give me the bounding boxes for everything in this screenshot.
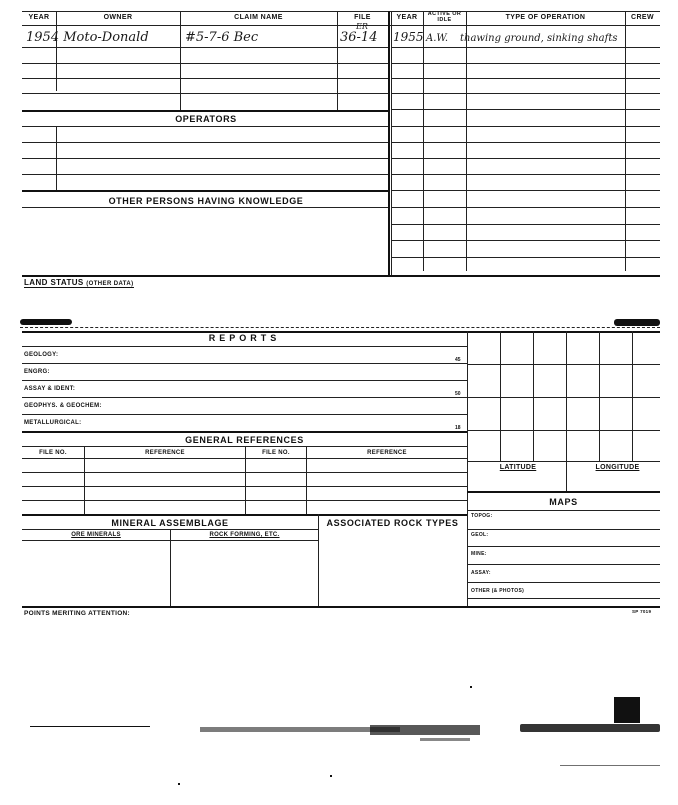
entry-file-prefix: ER (356, 22, 368, 31)
maps-mine: MINE: (471, 551, 487, 557)
row-line (391, 142, 660, 143)
scan-dot (330, 775, 332, 777)
row-line (391, 93, 660, 94)
header-year: YEAR (28, 14, 50, 21)
grid-h (467, 397, 660, 398)
grid-v (599, 331, 600, 461)
header-year-right: YEAR (396, 14, 418, 21)
grid-v (500, 331, 501, 461)
operators-title: OPERATORS (175, 114, 237, 124)
row-line (391, 126, 660, 127)
scan-mark (614, 319, 660, 326)
col-divider (625, 11, 626, 271)
row-line (467, 529, 660, 530)
row-line (22, 93, 388, 94)
maps-title: MAPS (549, 497, 578, 507)
gr-header-ref-2: REFERENCE (367, 450, 407, 456)
entry-claim-name: #5-7-6 Bec (185, 30, 259, 45)
center-divider-inner (391, 11, 392, 277)
scan-artifact (420, 738, 470, 741)
grid-h (467, 430, 660, 431)
reports-assay: ASSAY & IDENT: (24, 386, 76, 392)
land-status-label (24, 278, 134, 288)
row-line (22, 158, 388, 159)
col-divider (466, 11, 467, 271)
row-line (22, 380, 467, 381)
header-crew: CREW (631, 14, 654, 21)
header-bottom-line (22, 25, 660, 26)
general-references-title: GENERAL REFERENCES (185, 435, 304, 445)
scan-dot (470, 686, 472, 688)
col-divider (423, 11, 424, 271)
row-line (22, 47, 388, 48)
col-divider (306, 446, 307, 514)
scan-artifact (30, 726, 150, 727)
longitude-label: LONGITUDE (595, 464, 640, 471)
gr-header-file-1: FILE NO. (39, 450, 67, 456)
ore-minerals-label: ORE MINERALS (71, 532, 121, 538)
row-line (391, 109, 660, 110)
land-status-text: LAND STATUS (24, 278, 84, 287)
row-line (467, 510, 660, 511)
row-line (391, 257, 660, 258)
entry-active-idle: A.W. (426, 33, 449, 44)
mineral-assemblage-title: MINERAL ASSEMBLAGE (111, 518, 229, 528)
scan-artifact (560, 765, 660, 766)
col-divider (180, 11, 181, 111)
reports-engrg: ENGRG: (24, 369, 50, 375)
row-line (391, 158, 660, 159)
points-meriting-attention: POINTS MERITING ATTENTION: (24, 610, 131, 617)
header-claim-name: CLAIM NAME (234, 14, 283, 21)
maps-geol: GEOL: (471, 532, 489, 538)
row-line (22, 110, 388, 112)
other-persons-title: OTHER PERSONS HAVING KNOWLEDGE (108, 196, 304, 206)
land-status-sub: (OTHER DATA) (86, 281, 134, 287)
row-line (22, 63, 388, 64)
reports-metallurgical: METALLURGICAL: (24, 420, 82, 426)
row-line (391, 190, 660, 191)
top-table-border-top (22, 11, 660, 12)
entry-file: 36-14 (340, 30, 378, 45)
reports-assay-num: 50 (455, 391, 461, 397)
header-active-idle: ACTIVE OR IDLE (427, 11, 462, 23)
col-divider (84, 446, 85, 514)
row-line (22, 363, 467, 364)
scan-dot (178, 783, 180, 785)
gr-header-file-2: FILE NO. (262, 450, 290, 456)
row-line (22, 431, 467, 433)
row-line (22, 126, 388, 127)
row-line (22, 207, 388, 208)
maps-other: OTHER (& PHOTOS) (471, 588, 525, 594)
reports-metallurgical-num: 18 (455, 425, 461, 431)
entry-owner: 1954 Moto-Donald (26, 30, 149, 45)
maps-topog: TOPOG: (471, 513, 493, 519)
row-line (391, 47, 660, 48)
row-line (22, 190, 388, 192)
dashed-line (20, 327, 660, 328)
row-line (22, 78, 388, 79)
row-line (22, 346, 467, 347)
row-line (467, 546, 660, 547)
grid-h (467, 364, 660, 365)
scan-artifact (520, 724, 660, 732)
header-file: FILE (354, 14, 371, 21)
reports-geology-num: 45 (455, 357, 461, 363)
row-line (391, 174, 660, 175)
col-divider (170, 529, 171, 607)
row-line (391, 63, 660, 64)
col-divider (337, 11, 338, 111)
row-line (467, 582, 660, 583)
section-bottom (22, 606, 660, 608)
grid-v (632, 331, 633, 461)
grid-v (533, 331, 534, 461)
row-line (391, 240, 660, 241)
reports-title: REPORTS (208, 333, 281, 343)
scan-artifact-block (614, 697, 640, 723)
reports-geophys: GEOPHYS. & GEOCHEM: (24, 403, 102, 409)
col-divider (56, 11, 57, 91)
row-line (391, 224, 660, 225)
col-divider (467, 331, 468, 607)
row-line (22, 174, 388, 175)
reports-geology: GEOLOGY: (24, 352, 59, 358)
rock-forming-label: ROCK FORMING, ETC. (209, 532, 280, 538)
row-line (22, 514, 467, 516)
header-type-of-operation: TYPE OF OPERATION (505, 14, 586, 21)
col-divider (245, 446, 246, 514)
row-line (467, 564, 660, 565)
row-line (391, 207, 660, 208)
associated-rock-types: ASSOCIATED ROCK TYPES (326, 518, 459, 528)
top-table-bottom (22, 275, 660, 277)
maps-assay: ASSAY: (471, 570, 491, 576)
grid-v (566, 331, 567, 491)
scan-artifact (370, 725, 480, 735)
row-line (467, 491, 660, 493)
row-line (22, 486, 467, 487)
row-line (22, 472, 467, 473)
row-line (22, 397, 467, 398)
header-owner: OWNER (103, 14, 133, 21)
entry-type-of-operation: thawing ground, sinking shafts (460, 33, 618, 44)
gr-header-ref-1: REFERENCE (145, 450, 185, 456)
row-line (391, 78, 660, 79)
row-line (22, 500, 467, 501)
center-divider (388, 11, 390, 277)
form-number: SP 7019 (632, 609, 652, 614)
grid-h (467, 461, 660, 462)
entry-year: 1955 (393, 30, 424, 44)
row-line (22, 142, 388, 143)
latitude-label: LATITUDE (499, 464, 537, 471)
scan-mark (20, 319, 72, 325)
row-line (467, 598, 660, 599)
row-line (22, 414, 467, 415)
